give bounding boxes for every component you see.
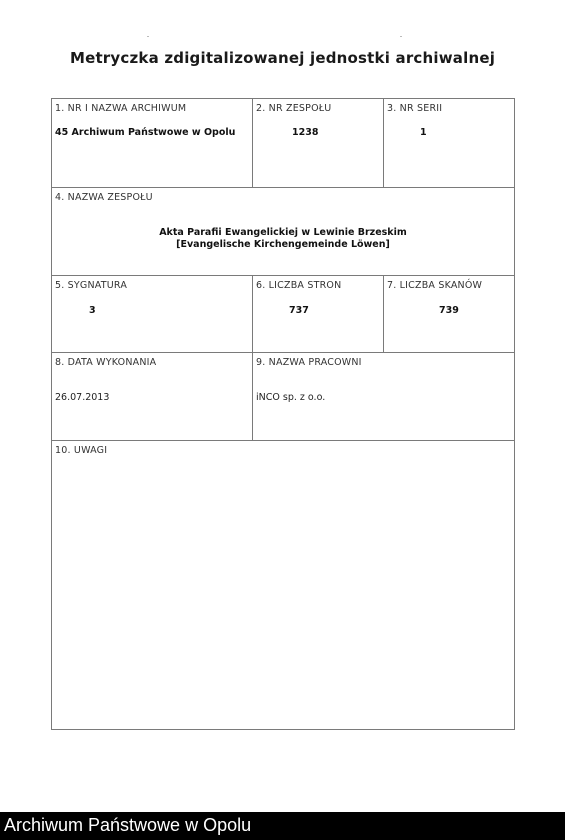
fonds-number-value: 1238 xyxy=(292,127,319,138)
row-divider xyxy=(52,440,514,441)
footer-text: Archiwum Państwowe w Opolu xyxy=(4,815,252,835)
series-number-value: 1 xyxy=(420,127,427,138)
document-title: Metryczka zdigitalizowanej jednostki archiwalnej xyxy=(69,49,496,67)
column-divider xyxy=(252,352,253,440)
page-count-label: 6. LICZBA STRON xyxy=(256,280,342,291)
remarks-label: 10. UWAGI xyxy=(55,445,108,456)
date-label: 8. DATA WYKONANIA xyxy=(55,357,157,368)
scan-speck xyxy=(400,36,402,37)
metadata-form xyxy=(51,98,515,730)
row-divider xyxy=(52,275,514,276)
workshop-value: iNCO sp. z o.o. xyxy=(256,392,326,403)
fonds-name-line2: [Evangelische Kirchengemeinde Löwen] xyxy=(176,239,390,250)
column-divider xyxy=(252,99,253,187)
column-divider xyxy=(383,275,384,352)
scan-count-value: 739 xyxy=(439,305,459,316)
fonds-number-label: 2. NR ZESPOŁU xyxy=(256,103,332,114)
scan-count-label: 7. LICZBA SKANÓW xyxy=(387,280,483,291)
column-divider xyxy=(383,99,384,187)
column-divider xyxy=(252,275,253,352)
fonds-name-label: 4. NAZWA ZESPOŁU xyxy=(55,192,153,203)
footer-bar xyxy=(0,812,565,840)
date-value: 26.07.2013 xyxy=(55,392,110,403)
row-divider xyxy=(52,352,514,353)
archive-label: 1. NR I NAZWA ARCHIWUM xyxy=(55,103,187,114)
signature-value: 3 xyxy=(89,305,96,316)
workshop-label: 9. NAZWA PRACOWNI xyxy=(256,357,362,368)
series-number-label: 3. NR SERII xyxy=(387,103,443,114)
archive-value: 45 Archiwum Państwowe w Opolu xyxy=(55,127,236,138)
scan-speck xyxy=(147,36,149,37)
fonds-name-line1: Akta Parafii Ewangelickiej w Lewinie Brzeskim xyxy=(159,227,407,238)
row-divider xyxy=(52,187,514,188)
page-count-value: 737 xyxy=(289,305,309,316)
signature-label: 5. SYGNATURA xyxy=(55,280,128,291)
